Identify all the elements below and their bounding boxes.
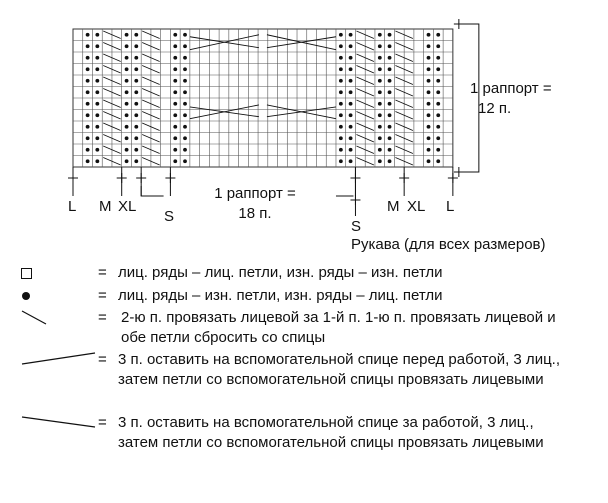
purl-dot	[134, 148, 138, 152]
purl-dot	[388, 56, 392, 60]
purl-dot	[349, 90, 353, 94]
purl-dot	[173, 44, 177, 48]
short-slash-icon	[20, 308, 50, 328]
purl-dot	[95, 159, 99, 163]
purl-dot	[436, 113, 440, 117]
purl-dot	[378, 102, 382, 106]
purl-dot	[86, 136, 90, 140]
purl-dot	[349, 79, 353, 83]
purl-dot	[86, 33, 90, 37]
purl-dot	[427, 148, 431, 152]
purl-dot	[388, 159, 392, 163]
purl-dot	[339, 102, 343, 106]
purl-dot	[95, 148, 99, 152]
purl-dot	[134, 79, 138, 83]
purl-dot	[427, 90, 431, 94]
legend-equals: =	[98, 309, 107, 326]
purl-dot	[134, 44, 138, 48]
purl-dot	[134, 113, 138, 117]
purl-dot	[183, 148, 187, 152]
purl-dot	[95, 67, 99, 71]
purl-dot	[427, 125, 431, 129]
purl-dot	[349, 136, 353, 140]
purl-dot	[349, 67, 353, 71]
purl-dot	[427, 159, 431, 163]
purl-dot	[427, 67, 431, 71]
purl-dot	[349, 148, 353, 152]
purl-dot	[388, 79, 392, 83]
purl-dot	[436, 136, 440, 140]
purl-dot	[388, 148, 392, 152]
purl-dot	[86, 56, 90, 60]
purl-dot	[125, 79, 129, 83]
size-mark-right-xl: XL	[407, 198, 426, 215]
purl-dot	[388, 136, 392, 140]
purl-dot	[427, 102, 431, 106]
size-mark-left-l: L	[68, 198, 77, 215]
purl-dot	[125, 136, 129, 140]
purl-dot	[86, 148, 90, 152]
purl-dot	[173, 90, 177, 94]
purl-dot	[86, 125, 90, 129]
purl-dot	[183, 113, 187, 117]
purl-dot	[349, 113, 353, 117]
legend-text: 3 п. оставить на вспомогательной спице за работой, 3 лиц., затем петли со вспомогательной спицы провязать лицевыми	[118, 414, 544, 451]
purl-dot	[125, 44, 129, 48]
purl-dot	[388, 113, 392, 117]
purl-dot	[134, 56, 138, 60]
purl-dot	[349, 159, 353, 163]
purl-dot	[388, 44, 392, 48]
purl-dot	[339, 67, 343, 71]
purl-dot	[349, 125, 353, 129]
purl-dot	[134, 33, 138, 37]
purl-dot	[125, 125, 129, 129]
purl-dot	[125, 33, 129, 37]
size-mark-left-m: M	[99, 198, 112, 215]
purl-dot	[86, 67, 90, 71]
repeat-rows-line2: 12 п.	[478, 100, 512, 117]
purl-dot	[436, 159, 440, 163]
legend-text: лиц. ряды – изн. петли, изн. ряды – лиц. петли	[118, 287, 443, 304]
purl-dot	[378, 33, 382, 37]
purl-dot	[173, 102, 177, 106]
purl-dot	[436, 102, 440, 106]
purl-dot	[134, 102, 138, 106]
purl-dot	[125, 159, 129, 163]
purl-dot	[173, 125, 177, 129]
purl-dot	[349, 102, 353, 106]
purl-dot	[339, 90, 343, 94]
purl-dot	[173, 159, 177, 163]
purl-dot	[378, 44, 382, 48]
legend-equals: =	[98, 351, 107, 368]
legend-text: 3 п. оставить на вспомогательной спице перед работой, 3 лиц., затем петли со вспомогательной спицы провязать лицевыми	[118, 351, 560, 388]
purl-dot	[86, 113, 90, 117]
purl-dot	[134, 136, 138, 140]
sleeve-label: Рукава (для всех размеров)	[351, 236, 546, 253]
legend-item-cable-back	[0, 413, 608, 503]
repeat-rows-line1: 1 раппорт =	[470, 80, 552, 97]
purl-dot	[183, 44, 187, 48]
cable-front-icon	[20, 350, 100, 370]
purl-dot	[173, 79, 177, 83]
purl-dot	[378, 79, 382, 83]
purl-dot	[436, 33, 440, 37]
purl-dot	[125, 90, 129, 94]
legend-equals: =	[98, 287, 107, 304]
purl-dot	[427, 56, 431, 60]
purl-dot	[95, 79, 99, 83]
purl-dot	[125, 67, 129, 71]
purl-dot	[134, 67, 138, 71]
repeat-stitches-label	[190, 184, 320, 224]
repeat-stitches-line1: 1 раппорт =	[214, 185, 296, 202]
purl-dot	[436, 67, 440, 71]
purl-dot	[183, 125, 187, 129]
purl-dot	[339, 125, 343, 129]
legend-equals: =	[98, 264, 107, 281]
purl-dot	[436, 44, 440, 48]
purl-dot	[173, 136, 177, 140]
legend-equals: =	[98, 414, 107, 431]
purl-dot	[183, 67, 187, 71]
purl-dot	[95, 44, 99, 48]
purl-dot	[95, 113, 99, 117]
purl-dot	[388, 67, 392, 71]
purl-dot	[173, 113, 177, 117]
purl-dot	[339, 44, 343, 48]
purl-dot	[427, 79, 431, 83]
purl-dot	[339, 113, 343, 117]
purl-dot	[183, 159, 187, 163]
purl-dot	[378, 136, 382, 140]
purl-dot	[436, 90, 440, 94]
purl-dot	[339, 136, 343, 140]
purl-dot	[427, 113, 431, 117]
purl-dot	[173, 148, 177, 152]
purl-dot	[349, 44, 353, 48]
purl-dot	[339, 148, 343, 152]
purl-dot	[427, 136, 431, 140]
purl-dot	[349, 33, 353, 37]
purl-dot	[388, 102, 392, 106]
size-mark-left-xl: XL	[118, 198, 137, 215]
purl-dot	[339, 33, 343, 37]
purl-dot	[125, 102, 129, 106]
purl-dot	[388, 33, 392, 37]
purl-dot	[183, 136, 187, 140]
purl-dot	[95, 90, 99, 94]
purl-dot	[183, 33, 187, 37]
purl-dot	[183, 102, 187, 106]
purl-dot	[427, 33, 431, 37]
purl-dot	[95, 136, 99, 140]
size-mark-right-l: L	[446, 198, 455, 215]
purl-dot	[388, 90, 392, 94]
purl-dot	[436, 79, 440, 83]
purl-dot	[95, 33, 99, 37]
purl-dot	[378, 148, 382, 152]
cable-back-icon	[20, 413, 100, 433]
purl-dot	[86, 102, 90, 106]
purl-dot	[339, 79, 343, 83]
size-mark-right-m: M	[387, 198, 400, 215]
purl-dot	[134, 125, 138, 129]
purl-dot	[95, 102, 99, 106]
purl-dot	[349, 56, 353, 60]
purl-dot	[378, 90, 382, 94]
purl-dot	[125, 56, 129, 60]
purl-dot	[134, 90, 138, 94]
purl-dot	[436, 148, 440, 152]
purl-dot	[125, 148, 129, 152]
dot-icon	[22, 292, 30, 300]
purl-dot	[95, 125, 99, 129]
purl-dot	[173, 56, 177, 60]
purl-dot	[134, 159, 138, 163]
purl-dot	[86, 44, 90, 48]
size-mark-left-s: S	[164, 208, 175, 225]
purl-dot	[436, 56, 440, 60]
purl-dot	[378, 159, 382, 163]
purl-dot	[436, 125, 440, 129]
purl-dot	[183, 90, 187, 94]
purl-dot	[378, 125, 382, 129]
purl-dot	[86, 159, 90, 163]
purl-dot	[173, 33, 177, 37]
purl-dot	[173, 67, 177, 71]
repeat-rows-label	[470, 79, 580, 119]
legend-text: лиц. ряды – лиц. петли, изн. ряды – изн. петли	[118, 264, 443, 281]
purl-dot	[339, 159, 343, 163]
purl-dot	[427, 44, 431, 48]
empty-square-icon	[21, 268, 32, 279]
purl-dot	[378, 113, 382, 117]
purl-dot	[183, 56, 187, 60]
purl-dot	[86, 79, 90, 83]
purl-dot	[378, 56, 382, 60]
purl-dot	[125, 113, 129, 117]
purl-dot	[388, 125, 392, 129]
stitch-repeat-bracket-left	[141, 186, 163, 196]
legend-text: 2-ю п. провязать лицевой за 1-й п. 1-ю п. провязать лицевой и обе петли сбросить со спицы	[121, 309, 556, 346]
purl-dot	[183, 79, 187, 83]
purl-dot	[86, 90, 90, 94]
purl-dot	[339, 56, 343, 60]
purl-dot	[378, 67, 382, 71]
size-mark-right-s: S	[351, 218, 362, 235]
purl-dot	[95, 56, 99, 60]
repeat-stitches-line2: 18 п.	[238, 205, 272, 222]
